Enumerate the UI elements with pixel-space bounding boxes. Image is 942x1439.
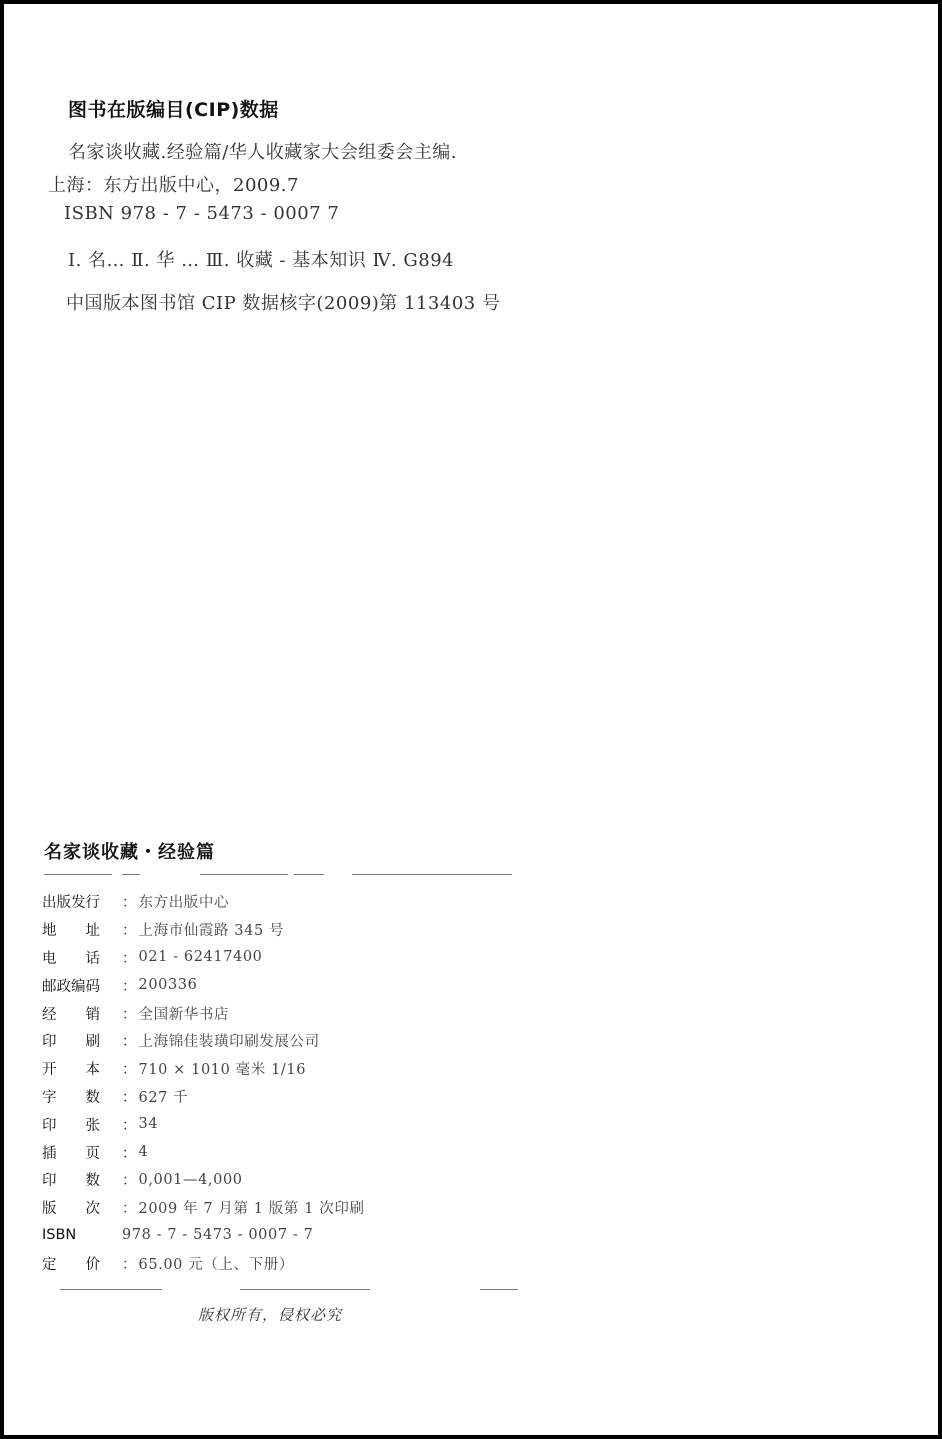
imprint-colon: ： — [122, 1089, 137, 1106]
imprint-value: 2009 年 7 月第 1 版第 1 次印刷 — [138, 1201, 365, 1218]
imprint-label: 经 销 — [42, 1006, 100, 1023]
cip-isbn-line: ISBN 978 - 7 - 5473 - 0007 7 — [64, 203, 340, 224]
imprint-label: 出版发行 — [42, 895, 100, 912]
cip-publisher-line: 上海：东方出版中心，2009.7 — [48, 175, 299, 196]
imprint-value: 东方出版中心 — [138, 895, 230, 912]
imprint-colon: ： — [122, 978, 137, 995]
imprint-row — [42, 1166, 602, 1194]
imprint-value: 4 — [138, 1144, 149, 1161]
copyright-notice: 版权所有，侵权必究 — [198, 1306, 343, 1324]
imprint-row — [42, 1222, 602, 1250]
imprint-value: 978 - 7 - 5473 - 0007 - 7 — [122, 1227, 314, 1244]
imprint-label: 地 址 — [42, 923, 100, 940]
imprint-label: ISBN — [42, 1227, 77, 1244]
imprint-value: 627 千 — [138, 1089, 189, 1106]
imprint-label: 开 本 — [42, 1062, 100, 1079]
imprint-colon: ： — [122, 1062, 137, 1079]
imprint-colon: ： — [122, 923, 137, 940]
imprint-row — [42, 1138, 602, 1166]
imprint-value: 34 — [138, 1116, 159, 1133]
imprint-colon: ： — [122, 1256, 137, 1273]
imprint-row — [42, 999, 602, 1027]
imprint-row — [42, 1110, 602, 1138]
imprint-block — [42, 888, 602, 1277]
imprint-value: 上海市仙霞路 345 号 — [138, 923, 285, 940]
bottom-rule-segment — [480, 1289, 518, 1290]
imprint-colon: ： — [122, 1173, 137, 1190]
imprint-label: 印 张 — [42, 1117, 100, 1134]
bottom-rule-segment — [240, 1289, 370, 1290]
imprint-row — [42, 971, 602, 999]
cip-classification-line: Ⅰ. 名… Ⅱ. 华 … Ⅲ. 收藏 - 基本知识 Ⅳ. G894 — [68, 250, 455, 271]
imprint-value: 全国新华书店 — [138, 1006, 230, 1023]
bottom-rule-segment — [60, 1289, 162, 1290]
imprint-label: 电 话 — [42, 950, 100, 967]
imprint-colon: ： — [122, 1034, 137, 1051]
cip-heading: 图书在版编目(CIP)数据 — [68, 99, 279, 121]
top-rule-segment — [44, 874, 112, 875]
imprint-row — [42, 1083, 602, 1111]
top-rule-segment — [294, 874, 324, 875]
imprint-colon: ： — [122, 895, 137, 912]
top-rule-segment — [352, 874, 512, 875]
imprint-label: 字 数 — [42, 1089, 100, 1106]
imprint-colon: ： — [122, 1117, 137, 1134]
imprint-row — [42, 1027, 602, 1055]
copyright-page — [4, 4, 938, 1435]
imprint-label: 印 刷 — [42, 1034, 100, 1051]
imprint-row — [42, 888, 602, 916]
imprint-colon: ： — [122, 1006, 137, 1023]
top-rule-segment — [200, 874, 288, 875]
imprint-row — [42, 1194, 602, 1222]
imprint-value: 021 - 62417400 — [138, 949, 263, 966]
imprint-colon: ： — [122, 1201, 137, 1218]
book-title: 名家谈收藏・经验篇 — [44, 842, 215, 863]
imprint-label: 插 页 — [42, 1145, 100, 1162]
cip-record-number: 中国版本图书馆 CIP 数据核字(2009)第 113403 号 — [66, 293, 501, 314]
imprint-label: 邮政编码 — [42, 978, 100, 995]
imprint-value: 710 × 1010 毫米 1/16 — [138, 1062, 307, 1079]
imprint-label: 版 次 — [42, 1201, 100, 1218]
imprint-colon: ： — [122, 950, 137, 967]
imprint-row — [42, 1055, 602, 1083]
top-rule-segment — [122, 874, 140, 875]
imprint-row — [42, 1249, 602, 1277]
cip-title-line: 名家谈收藏.经验篇/华人收藏家大会组委会主编. — [68, 142, 458, 163]
imprint-label: 定 价 — [42, 1256, 100, 1273]
imprint-value: 200336 — [138, 977, 198, 994]
imprint-value: 0,001—4,000 — [138, 1171, 243, 1188]
imprint-value: 65.00 元（上、下册） — [138, 1256, 294, 1273]
imprint-row — [42, 916, 602, 944]
imprint-colon: ： — [122, 1145, 137, 1162]
imprint-value: 上海锦佳装璜印刷发展公司 — [138, 1034, 320, 1051]
imprint-row — [42, 944, 602, 972]
imprint-label: 印 数 — [42, 1173, 100, 1190]
